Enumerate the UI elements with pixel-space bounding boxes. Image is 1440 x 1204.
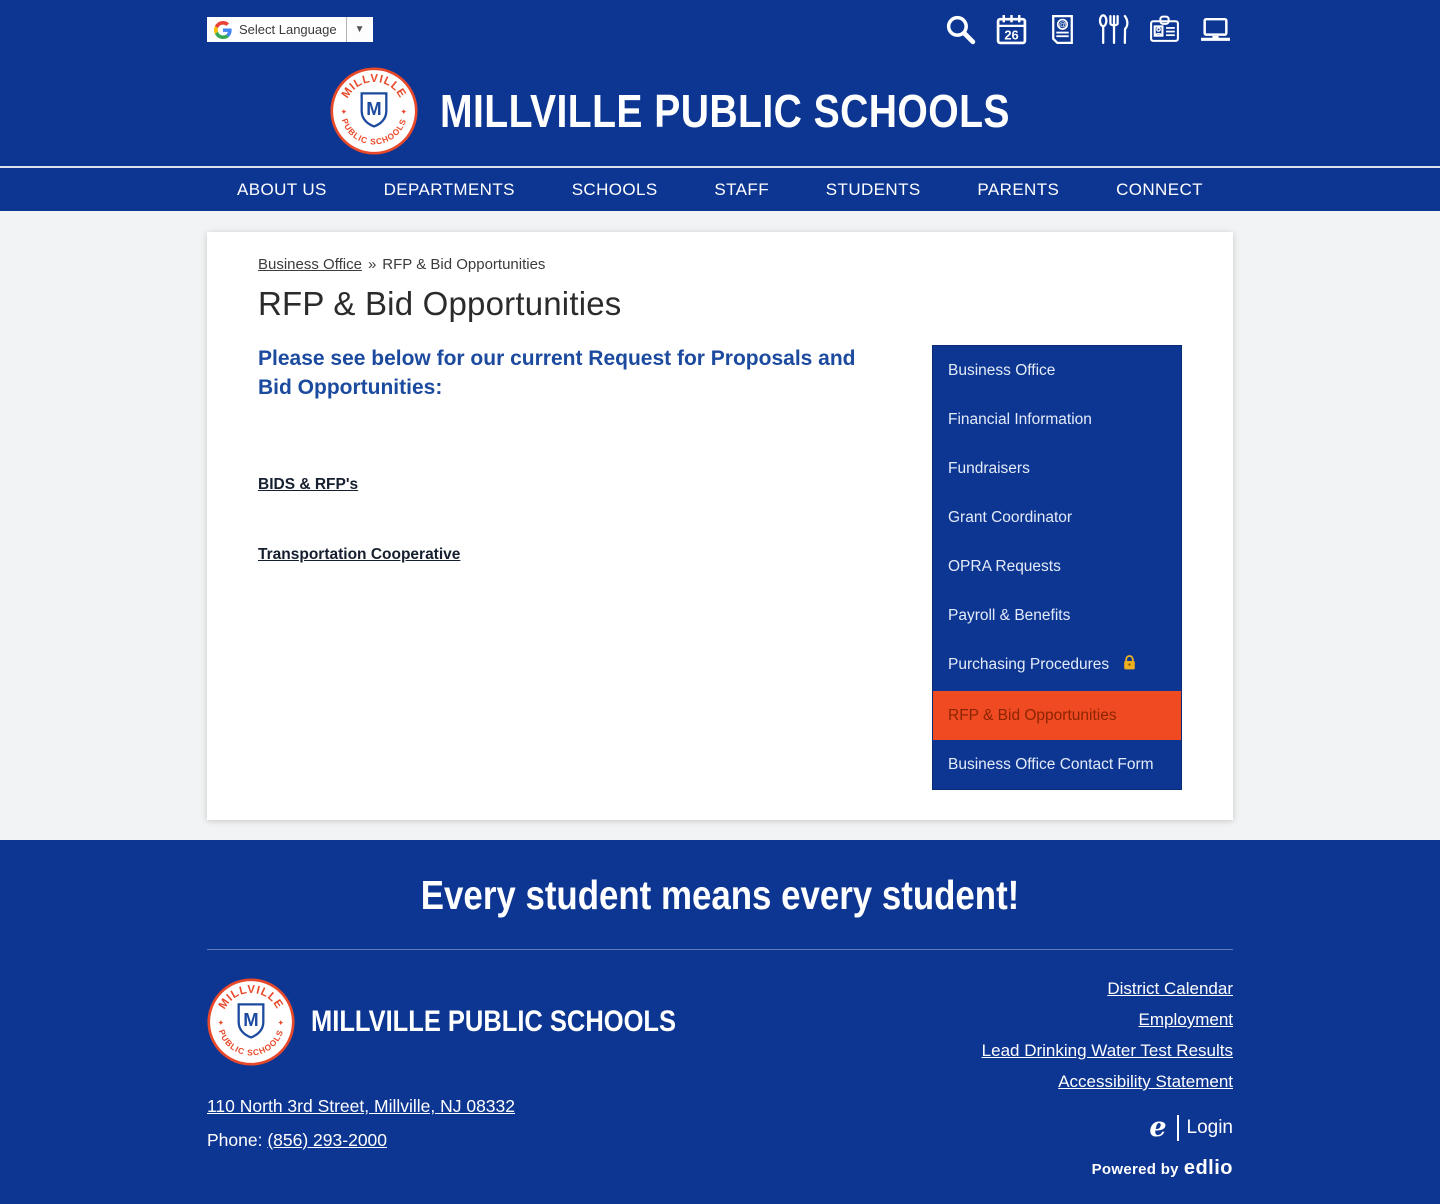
site-title: MILLVILLE PUBLIC SCHOOLS bbox=[439, 84, 1010, 137]
nav-students[interactable]: STUDENTS bbox=[825, 179, 921, 199]
breadcrumb bbox=[258, 256, 1182, 273]
subnav-opra-requests[interactable]: OPRA Requests bbox=[948, 558, 1061, 575]
subnav-payroll-benefits[interactable]: Payroll & Benefits bbox=[948, 607, 1071, 624]
subnav-business-office[interactable]: Business Office bbox=[948, 362, 1056, 379]
lunch-menu-icon[interactable] bbox=[1095, 12, 1131, 48]
svg-text:@: @ bbox=[1057, 20, 1067, 30]
footer-brand bbox=[207, 978, 740, 1066]
breadcrumb-separator: » bbox=[367, 256, 377, 273]
google-logo-icon bbox=[214, 21, 232, 39]
nav-departments[interactable]: DEPARTMENTS bbox=[383, 179, 515, 199]
footer-district-calendar-link[interactable]: District Calendar bbox=[1107, 979, 1233, 998]
breadcrumb-business-office-link[interactable]: Business Office bbox=[258, 256, 362, 273]
svg-text:M: M bbox=[243, 1008, 259, 1030]
site-footer bbox=[0, 840, 1440, 1204]
district-logo bbox=[330, 67, 418, 155]
bids-rfps-link[interactable]: BIDS & RFP's bbox=[258, 475, 359, 493]
lock-icon bbox=[1121, 654, 1138, 677]
nav-parents[interactable]: PARENTS bbox=[977, 179, 1060, 199]
calendar-icon[interactable] bbox=[993, 12, 1029, 48]
content-card bbox=[207, 232, 1233, 820]
page-content bbox=[258, 345, 932, 790]
edlio-login[interactable] bbox=[982, 1114, 1233, 1141]
breadcrumb-current: RFP & Bid Opportunities bbox=[382, 256, 546, 273]
svg-text:PUBLIC SCHOOLS: PUBLIC SCHOOLS bbox=[216, 1028, 286, 1058]
subnav-rfp-bid-opportunities[interactable]: RFP & Bid Opportunities bbox=[933, 691, 1181, 740]
footer-phone: Phone: (856) 293-2000 bbox=[207, 1130, 388, 1150]
edlio-logo-icon: e bbox=[1149, 1112, 1167, 1143]
translate-dropdown-arrow[interactable]: ▼ bbox=[346, 17, 373, 42]
site-masthead bbox=[0, 55, 1440, 166]
footer-accessibility-link[interactable]: Accessibility Statement bbox=[1058, 1072, 1233, 1091]
search-icon[interactable] bbox=[942, 12, 978, 48]
nav-connect[interactable]: CONNECT bbox=[1116, 179, 1203, 199]
svg-text:26: 26 bbox=[1003, 27, 1019, 43]
nav-staff[interactable]: STAFF bbox=[714, 179, 769, 199]
svg-text:MILLVILLE: MILLVILLE bbox=[339, 72, 408, 100]
subnav-purchasing-procedures[interactable]: Purchasing Procedures bbox=[933, 640, 1181, 691]
login-label: Login bbox=[1177, 1115, 1234, 1141]
footer-school-name: MILLVILLE PUBLIC SCHOOLS bbox=[311, 1005, 677, 1038]
footer-phone-link[interactable]: (856) 293-2000 bbox=[267, 1130, 388, 1150]
footer-address-link[interactable]: 110 North 3rd Street, Millville, NJ 08332 bbox=[207, 1096, 516, 1116]
page-title: RFP & Bid Opportunities bbox=[258, 285, 622, 322]
site-brand-home-link[interactable] bbox=[330, 67, 1110, 155]
svg-text:M: M bbox=[366, 97, 382, 119]
svg-text:✦: ✦ bbox=[277, 1018, 285, 1028]
intro-text: Please see below for our current Request for Proposals and Bid Opportunities: bbox=[258, 347, 856, 399]
powered-by-edlio[interactable]: Powered by edlio bbox=[1091, 1157, 1233, 1179]
svg-text:PUBLIC SCHOOLS: PUBLIC SCHOOLS bbox=[339, 116, 409, 146]
main-navigation bbox=[0, 166, 1440, 211]
subnav-grant-coordinator[interactable]: Grant Coordinator bbox=[948, 509, 1073, 526]
footer-employment-link[interactable]: Employment bbox=[1138, 1010, 1233, 1029]
footer-lead-water-link[interactable]: Lead Drinking Water Test Results bbox=[981, 1041, 1233, 1060]
svg-text:✦: ✦ bbox=[400, 107, 407, 117]
translate-label: Select Language bbox=[239, 22, 337, 37]
newsletter-icon[interactable] bbox=[1044, 12, 1080, 48]
footer-divider bbox=[207, 949, 1233, 950]
google-translate-widget[interactable] bbox=[207, 17, 373, 42]
portal-laptop-icon[interactable] bbox=[1197, 12, 1233, 48]
staff-directory-icon[interactable] bbox=[1146, 12, 1182, 48]
svg-text:MILLVILLE: MILLVILLE bbox=[216, 983, 286, 1012]
top-utility-bar bbox=[0, 0, 1440, 55]
svg-text:✦: ✦ bbox=[340, 107, 347, 117]
svg-text:✦: ✦ bbox=[217, 1018, 225, 1028]
quicklink-icons bbox=[942, 12, 1233, 48]
subnav-fundraisers[interactable]: Fundraisers bbox=[948, 460, 1030, 477]
footer-district-logo bbox=[207, 978, 295, 1066]
nav-schools[interactable]: SCHOOLS bbox=[571, 179, 658, 199]
business-office-subnav bbox=[932, 345, 1182, 790]
footer-tagline: Every student means every student! bbox=[420, 872, 1020, 918]
subnav-business-office-contact-form[interactable]: Business Office Contact Form bbox=[948, 756, 1154, 773]
transportation-cooperative-link[interactable]: Transportation Cooperative bbox=[258, 545, 461, 563]
subnav-financial-information[interactable]: Financial Information bbox=[948, 411, 1092, 428]
nav-about-us[interactable]: ABOUT US bbox=[237, 179, 327, 199]
